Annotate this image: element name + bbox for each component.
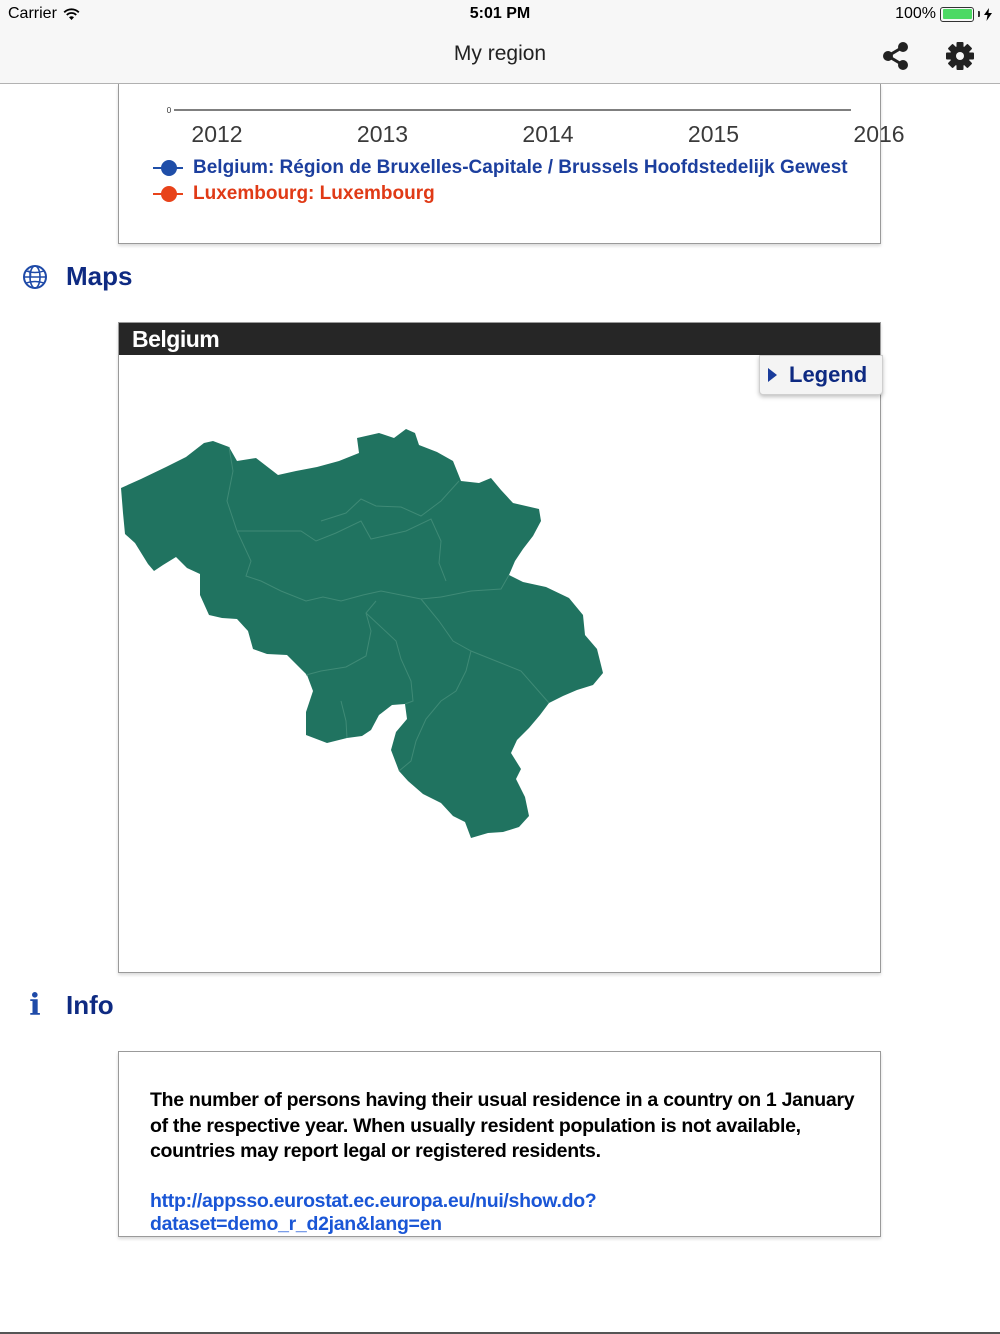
disclosure-arrow-icon <box>768 368 777 382</box>
share-button[interactable] <box>878 38 914 74</box>
chart-card <box>118 84 905 244</box>
belgium-map[interactable] <box>119 323 880 972</box>
battery-tip <box>978 11 980 17</box>
navigation-bar <box>0 28 1000 84</box>
x-tick-label: 2012 <box>191 121 243 147</box>
info-icon: i <box>29 987 41 1023</box>
legend-swatch-brussels <box>153 160 183 176</box>
y-tick-label: 0 <box>166 106 172 115</box>
globe-icon <box>22 264 48 290</box>
info-description: The number of persons having their usual residence in a country on 1 January of the respective year. When usually resident population is not available, countries may report legal or registered residents. <box>150 1089 855 1162</box>
chart-legend-item-luxembourg[interactable] <box>153 183 435 205</box>
info-section-title: Info <box>66 990 114 1020</box>
source-link[interactable]: http://appsso.eurostat.ec.europa.eu/nui/show.do?dataset=demo_r_d2jan&lang=en <box>150 1190 597 1235</box>
carrier-label: Carrier <box>8 5 57 22</box>
chart-legend-item-brussels[interactable] <box>153 157 848 179</box>
legend-button[interactable] <box>759 355 883 395</box>
info-card <box>118 1051 881 1237</box>
legend-button-label: Legend <box>789 362 868 387</box>
legend-swatch-luxembourg <box>153 186 183 202</box>
share-icon <box>878 38 914 74</box>
map-card <box>118 322 881 973</box>
map-title-bar <box>119 323 880 355</box>
maps-section-header <box>22 261 132 292</box>
battery-icon <box>940 7 974 22</box>
x-tick-label: 2015 <box>687 121 740 147</box>
charging-icon <box>984 8 992 21</box>
map-title: Belgium <box>132 326 220 352</box>
battery-indicator <box>895 5 992 23</box>
legend-label-brussels: Belgium: Région de Bruxelles-Capitale / Brussels Hoofdstedelijk Gewest <box>193 157 848 178</box>
page-title: My region <box>453 42 547 65</box>
settings-button[interactable] <box>942 38 978 74</box>
info-section-header <box>22 987 114 1023</box>
status-bar <box>0 0 1000 28</box>
maps-section-title: Maps <box>66 261 133 291</box>
battery-percent: 100% <box>895 5 936 22</box>
legend-label-luxembourg: Luxembourg: Luxembourg <box>193 183 435 204</box>
belgium-region-shape[interactable] <box>121 429 603 838</box>
gear-icon <box>942 38 978 74</box>
x-tick-label: 2016 <box>853 121 905 147</box>
status-time: 5:01 PM <box>469 5 531 22</box>
x-tick-label: 2014 <box>522 121 574 147</box>
x-tick-label: 2013 <box>356 121 409 147</box>
